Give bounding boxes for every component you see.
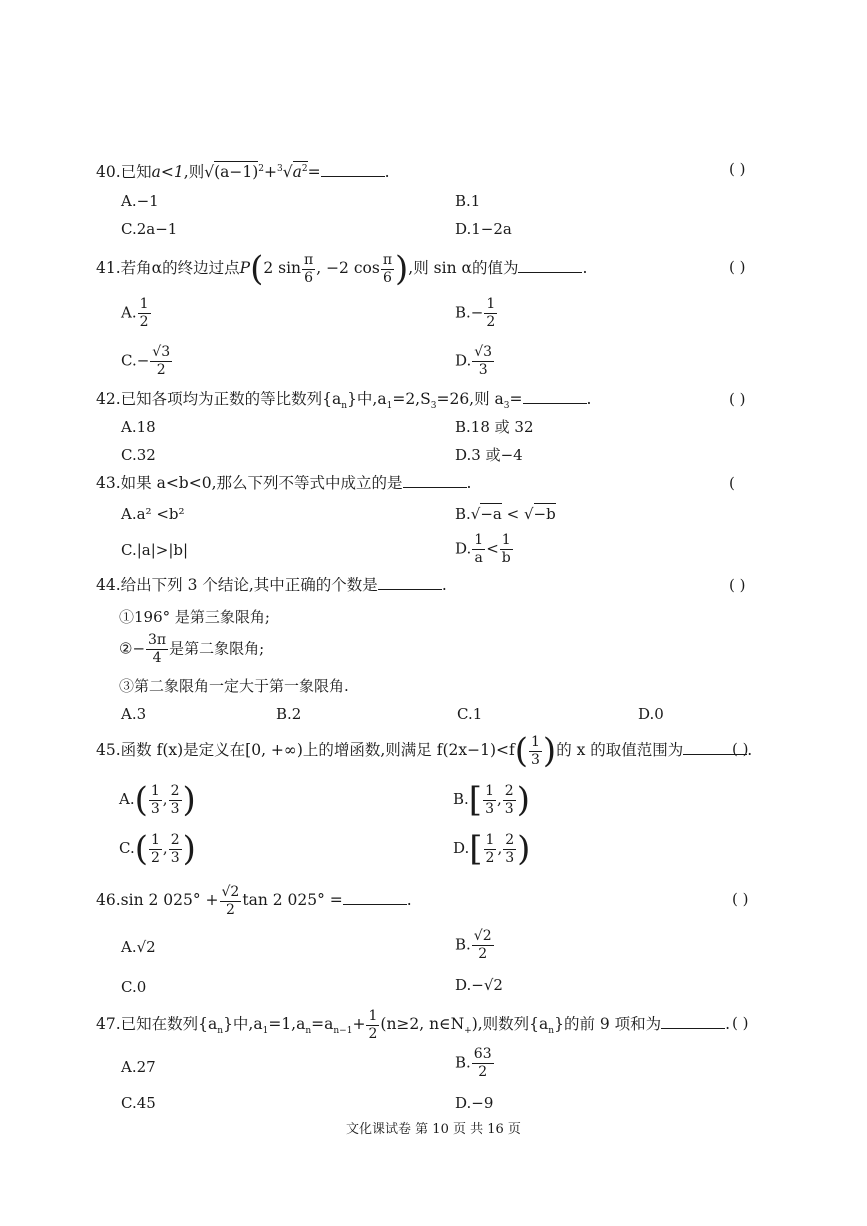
option-45-a: A.( $\frac{1}{3}$ , $\frac{2}{3}$ ) [119, 780, 196, 820]
answer-blank [321, 164, 385, 177]
answer-paren-45: ( ) [732, 740, 749, 758]
option-47-c: C.45 [121, 1094, 156, 1112]
statement-44-2: ②− $\frac{3\pi}{4}$ 是第二象限角; [119, 632, 265, 666]
option-42-a: A.18 [121, 418, 156, 436]
answer-paren-43: ( [729, 474, 735, 492]
option-47-d: D.−9 [455, 1094, 494, 1112]
option-43-b: B.√−a < √−b [455, 505, 556, 523]
statement-44-1: ①196° 是第三象限角; [119, 608, 270, 626]
question-46-stem: 46.sin 2 025° + $\frac{√2}{2}$ tan 2 025° = . [96, 883, 412, 918]
option-46-a: A.√2 [121, 938, 156, 956]
answer-paren-42: ( ) [729, 390, 746, 408]
option-40-d: D.1−2a [455, 220, 512, 238]
answer-paren-47: ( ) [732, 1014, 749, 1032]
question-45-stem: 45.函数 f(x)是定义在[0, +∞)上的增函数,则满足 f(2x−1)<f( $\frac{1}{3}$ )的 x 的取值范围为 . [96, 731, 753, 771]
option-46-d: D.−√2 [455, 976, 503, 994]
option-41-b: B.− $\frac{1}{2}$ [455, 296, 496, 330]
question-41-stem: 41.若角α的终边过点P(2 sin $\frac{\pi}{6}$ , −2 cos $\frac{\pi}{6}$ ),则 sin α的值为 . [96, 249, 588, 289]
option-45-d: D.[ $\frac{1}{2}$ , $\frac{2}{3}$ ) [453, 829, 531, 869]
option-42-b: B.18 或 32 [455, 418, 534, 436]
option-42-c: C.32 [121, 446, 156, 464]
option-44-b: B.2 [276, 705, 302, 723]
option-46-c: C.0 [121, 978, 147, 996]
question-47-stem: 47.已知在数列$\{a_n\}$中$,a_1=1,a_n=a_{n-1}+$ $\frac{1}{2}$ (n≥2, $n\in N_+$),则数列$\{a_n\}$的前 9 项和为 . [96, 1007, 731, 1042]
option-40-c: C.2a−1 [121, 220, 178, 238]
answer-paren-40: ( ) [729, 160, 746, 178]
answer-paren-44: ( ) [729, 576, 746, 594]
option-40-a: A.−1 [121, 192, 159, 210]
option-41-c: C.− $\frac{√3}{2}$ [121, 344, 171, 378]
option-46-b: B. $\frac{√2}{2}$ [455, 928, 492, 962]
option-45-b: B.[ $\frac{1}{3}$ , $\frac{2}{3}$ ) [453, 780, 530, 820]
option-40-b: B.1 [455, 192, 481, 210]
option-44-a: A.3 [121, 705, 147, 723]
question-42-stem: 42.已知各项均为正数的等比数列$\{a_n\}$中$,a_1=2,S_3=26$,则 $a_3=$ . [96, 390, 592, 412]
answer-paren-46: ( ) [732, 890, 749, 908]
option-41-a: A. $\frac{1}{2}$ [121, 296, 149, 330]
option-44-d: D.0 [638, 705, 664, 723]
option-47-a: A.27 [121, 1058, 156, 1076]
option-41-d: D. $\frac{√3}{3}$ [455, 344, 493, 378]
option-43-c: C.|a|>|b| [121, 541, 189, 559]
answer-paren-41: ( ) [729, 258, 746, 276]
page-footer: 文化课试卷 第 10 页 共 16 页 [346, 1122, 521, 1137]
option-44-c: C.1 [457, 705, 483, 723]
answer-blank [378, 577, 442, 590]
option-43-a: A.a² <b² [121, 505, 185, 523]
question-43-stem: 43.如果 a<b<0,那么下列不等式中成立的是 . [96, 474, 472, 492]
answer-blank [523, 391, 587, 404]
option-42-d: D.3 或−4 [455, 446, 523, 464]
question-44-stem: 44.给出下列 3 个结论,其中正确的个数是 . [96, 576, 447, 594]
statement-44-3: ③第二象限角一定大于第一象限角. [119, 677, 349, 695]
option-47-b: B. $\frac{63}{2}$ [455, 1046, 492, 1080]
option-43-d: D. $\frac{1}{a}$ < $\frac{1}{b}$ [455, 532, 511, 566]
answer-blank [518, 260, 582, 273]
answer-blank [661, 1016, 725, 1029]
option-45-c: C.( $\frac{1}{2}$ , $\frac{2}{3}$ ) [119, 829, 196, 869]
answer-blank [403, 475, 467, 488]
question-40-stem: 40.已知a<1,则$√(a-1)^2+^3√a^2=$ . [96, 163, 390, 182]
answer-blank [343, 892, 407, 905]
